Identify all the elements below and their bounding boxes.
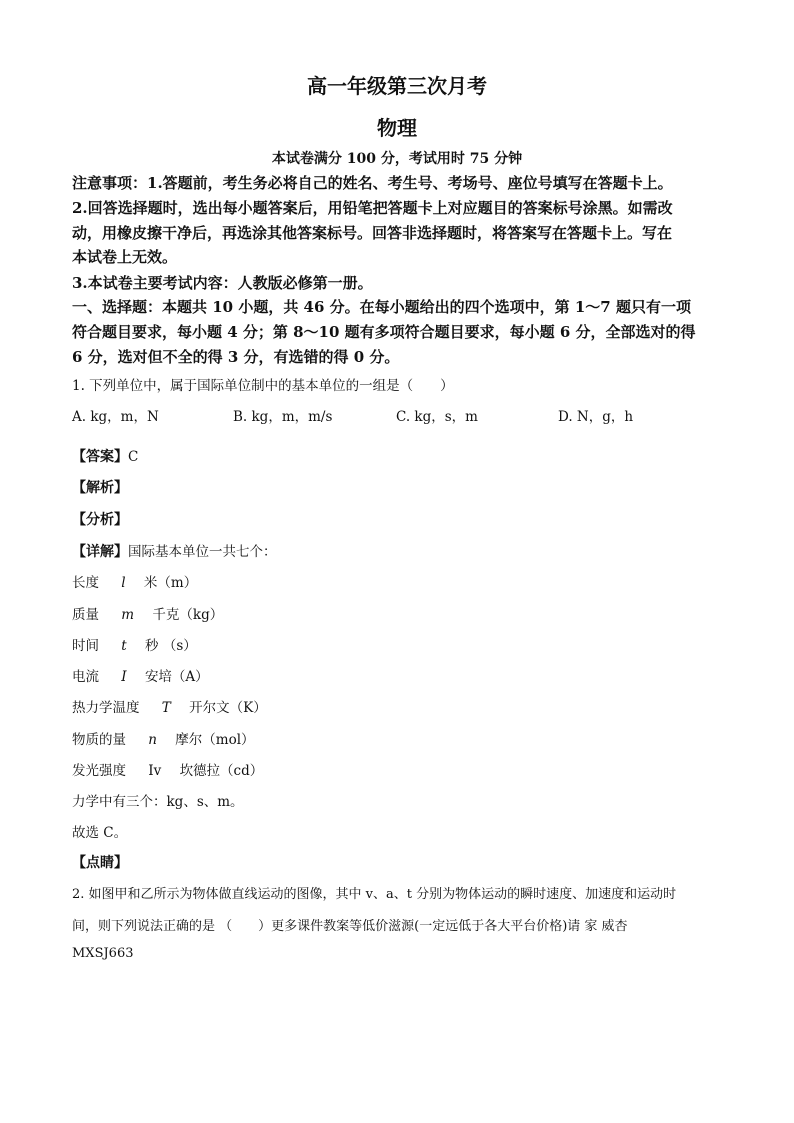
unit-row <box>72 634 197 654</box>
unit-quantity: 物质的量 <box>72 732 126 748</box>
unit-row <box>72 696 267 716</box>
section-line-2: 符合题目要求，每小题 4 分；第 8～10 题有多项符合题目要求，每小题 6 分，全部选对的得 <box>72 323 696 341</box>
section-line-1: 一、选择题：本题共 10 小题，共 46 分。在每小题给出的四个选项中，第 1～7 题只有一项 <box>72 298 691 316</box>
unit-quantity: 发光强度 <box>72 763 126 779</box>
detail-intro: 国际基本单位一共七个： <box>128 544 277 560</box>
notice-line-4: 本试卷上无效。 <box>72 248 178 266</box>
notice-line-1: 注意事项：1.答题前，考生务必将自己的姓名、考生号、考场号、座位号填写在答题卡上。 <box>72 174 673 192</box>
subject-title: 物理 <box>377 116 417 140</box>
unit-name: 千克（kg） <box>152 607 224 623</box>
unit-symbol: I <box>121 669 127 685</box>
unit-quantity: 质量 <box>72 607 99 623</box>
unit-name: 摩尔（mol） <box>175 732 255 748</box>
page-title: 高一年级第三次月考 <box>307 74 487 98</box>
unit-symbol: Iv <box>148 763 162 779</box>
conclusion: 故选 C。 <box>72 825 128 841</box>
notice-line-3: 动，用橡皮擦干净后，再选涂其他答案标号。回答非选择题时，将答案写在答题卡上。写在 <box>72 224 673 242</box>
fenxi-tag: 【分析】 <box>72 512 128 528</box>
answer-row <box>72 446 138 466</box>
unit-quantity: 热力学温度 <box>72 700 140 716</box>
exam-meta: 本试卷满分 100 分，考试用时 75 分钟 <box>271 151 523 167</box>
unit-quantity: 时间 <box>72 638 99 654</box>
answer-tag: 【答案】 <box>72 449 128 465</box>
unit-name: 秒 （s） <box>145 638 197 654</box>
unit-row <box>72 759 263 779</box>
dianjing-tag: 【点睛】 <box>72 855 128 871</box>
q1-option-a: A. kg，m，N <box>72 409 159 425</box>
q2-line-3: MXSJ663 <box>72 946 134 961</box>
q1-option-d: D. N，g，h <box>558 409 634 425</box>
unit-name: 坎德拉（cd） <box>179 763 264 779</box>
unit-row <box>72 603 223 623</box>
unit-symbol: T <box>161 700 171 716</box>
unit-quantity: 长度 <box>72 575 99 591</box>
unit-symbol: l <box>121 575 126 591</box>
unit-row <box>72 728 255 748</box>
q2-line-1: 2. 如图甲和乙所示为物体做直线运动的图像，其中 v、a、t 分别为物体运动的瞬时速度、加速度和运动时 <box>72 887 677 902</box>
detail-row <box>72 540 277 561</box>
q2-line-2: 间，则下列说法正确的是 （ ）更多课件教案等低价滋源(一定远低于各大平台价格)请 家 威杏 <box>72 919 628 934</box>
q1-stem: 1. 下列单位中，属于国际单位制中的基本单位的一组是（ ） <box>72 378 454 394</box>
q1-option-b: B. kg，m，m/s <box>233 409 333 425</box>
q1-option-c: C. kg，s，m <box>396 409 478 425</box>
detail-tag: 【详解】 <box>72 544 128 560</box>
section-line-3: 6 分，选对但不全的得 3 分，有选错的得 0 分。 <box>72 348 400 366</box>
unit-symbol: n <box>148 732 157 748</box>
answer-value: C <box>128 449 139 465</box>
unit-row <box>72 665 209 685</box>
mechanics-note: 力学中有三个：kg、s、m。 <box>72 794 244 810</box>
unit-name: 开尔文（K） <box>189 700 267 716</box>
unit-name: 安培（A） <box>144 669 209 685</box>
unit-row <box>72 571 197 591</box>
jiexi-tag: 【解析】 <box>72 480 128 496</box>
unit-symbol: m <box>121 607 135 623</box>
unit-symbol: t <box>121 638 127 654</box>
notice-line-5: 3.本试卷主要考试内容：人教版必修第一册。 <box>72 274 373 292</box>
unit-name: 米（m） <box>143 575 198 591</box>
notice-line-2: 2.回答选择题时，选出每小题答案后，用铅笔把答题卡上对应题目的答案标号涂黑。如需改 <box>72 199 673 217</box>
unit-quantity: 电流 <box>72 669 99 685</box>
